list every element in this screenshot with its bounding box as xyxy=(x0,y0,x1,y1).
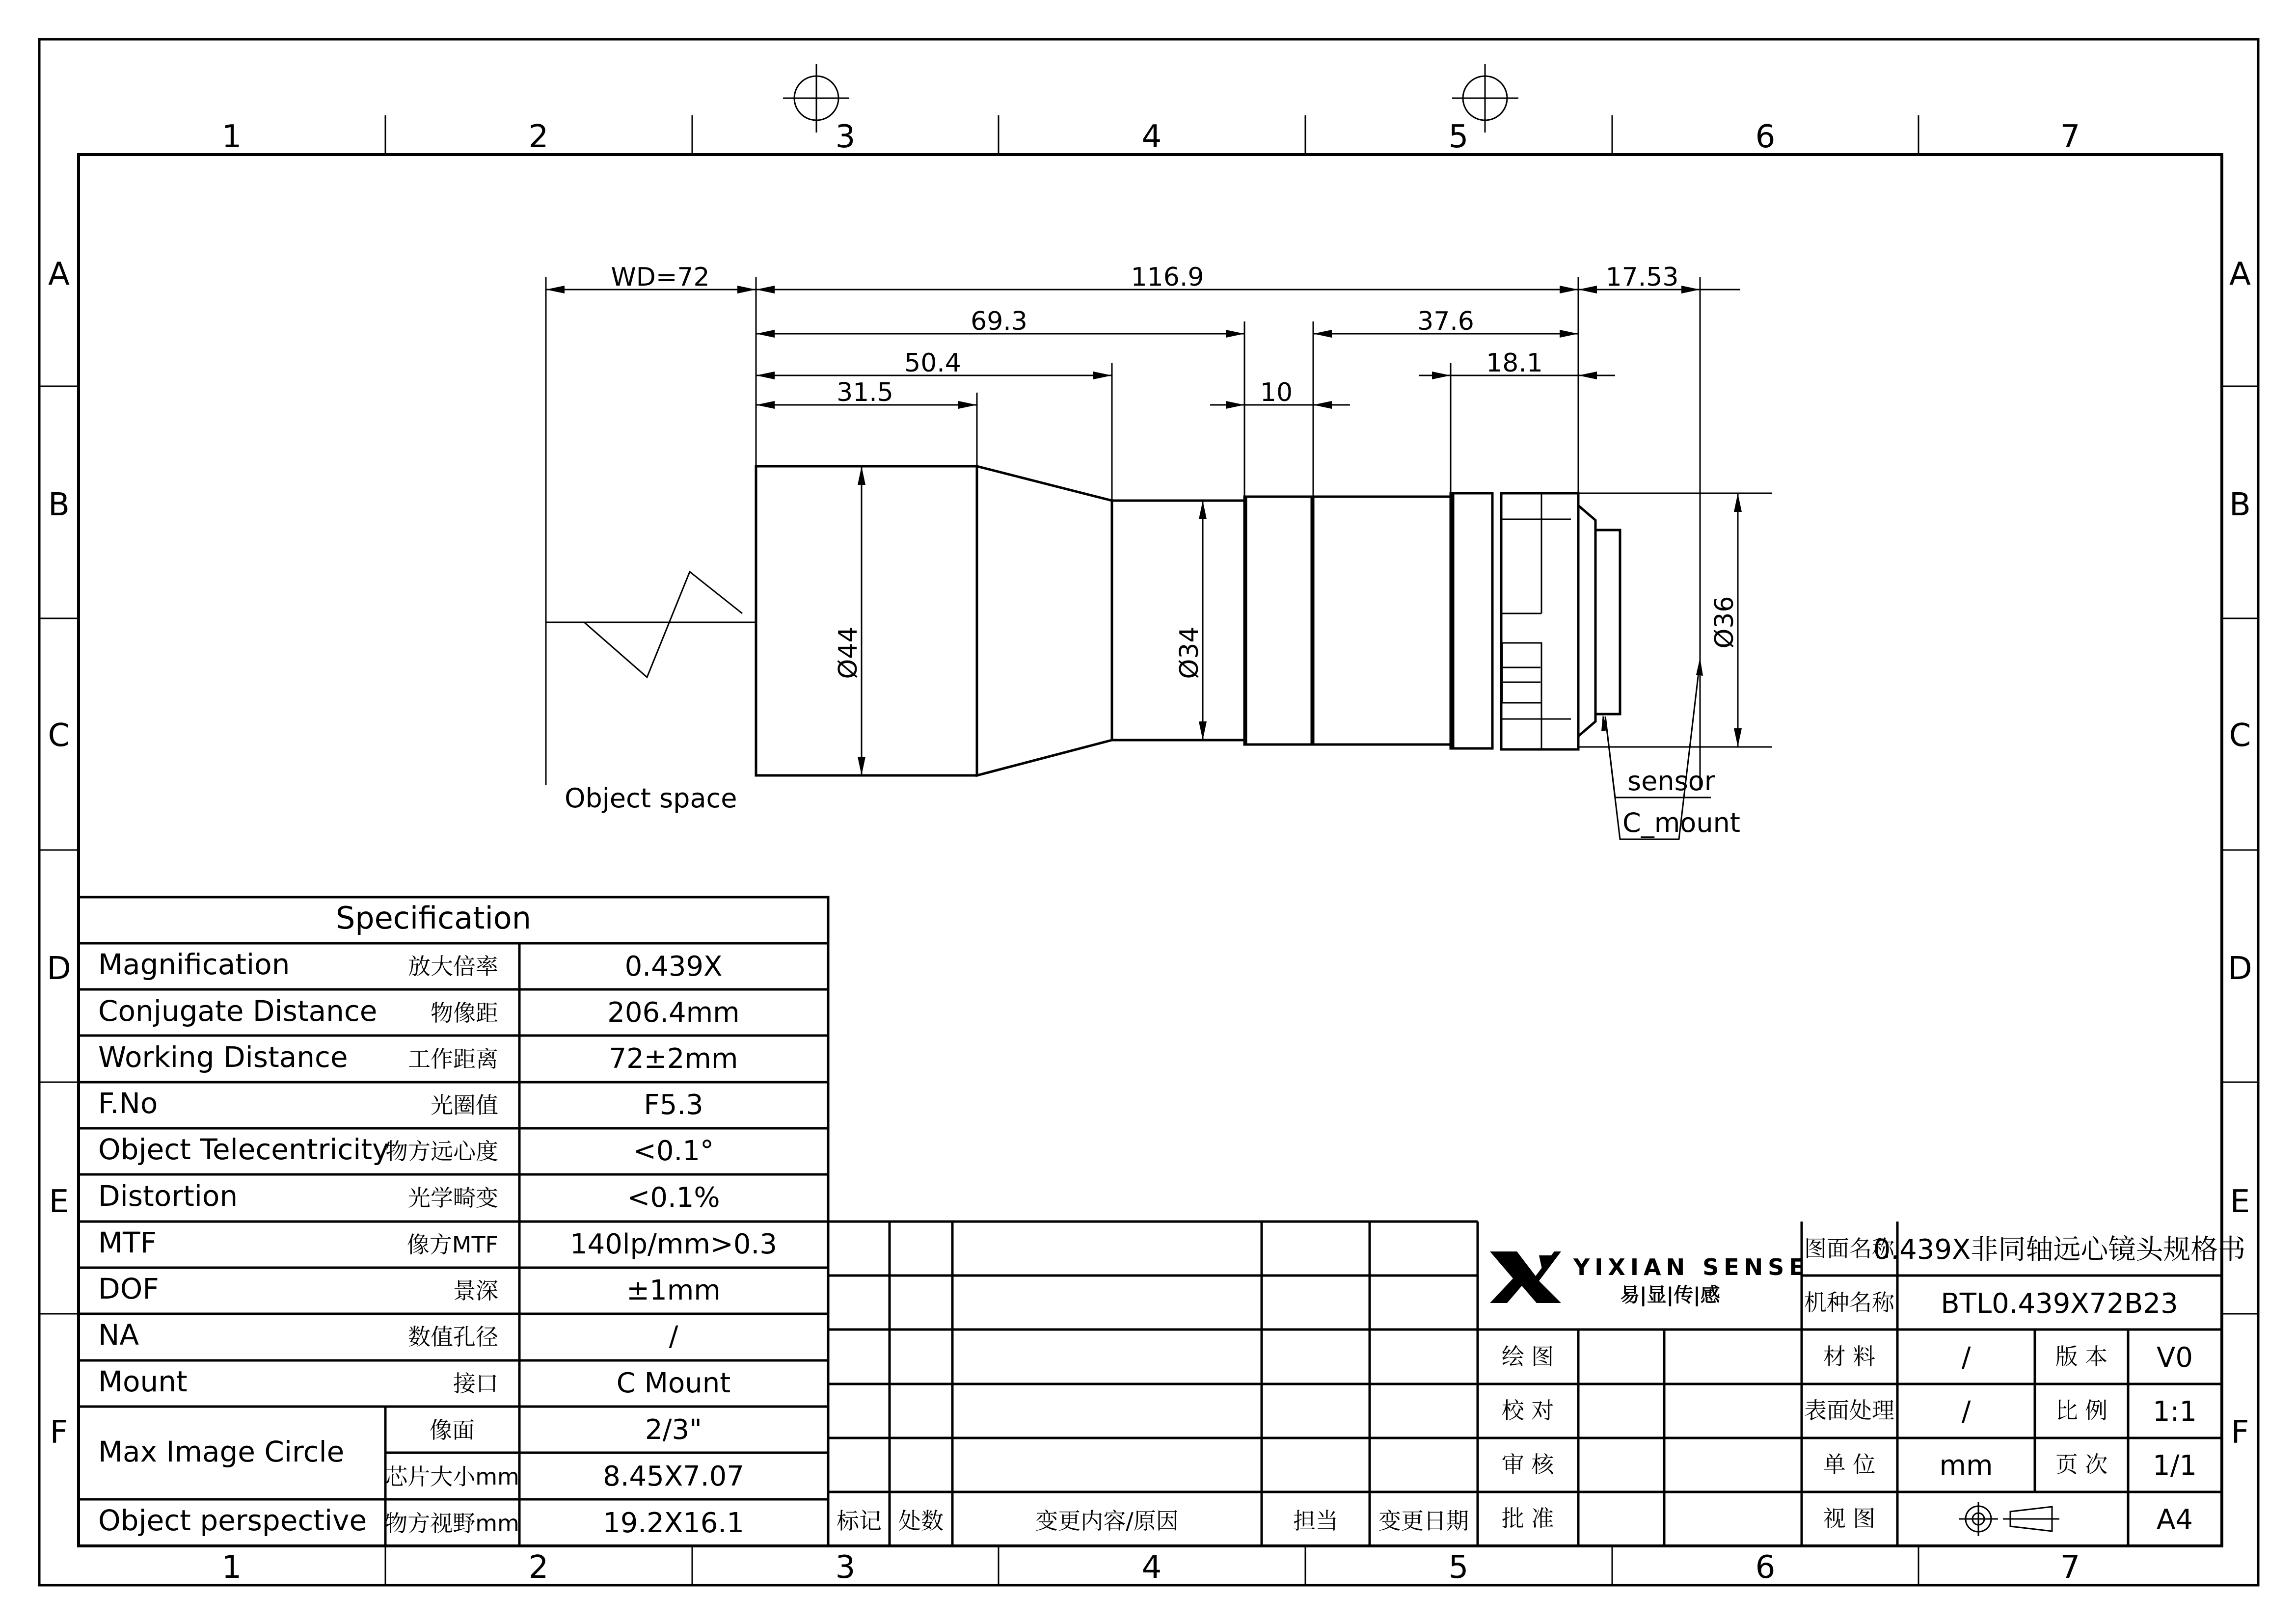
col-label-bottom: 5 xyxy=(1448,1549,1469,1586)
revision-header: 变更内容/原因 xyxy=(1035,1508,1179,1534)
signoff-approved: 批 准 xyxy=(1501,1505,1554,1532)
signoff-drawn: 绘 图 xyxy=(1501,1343,1554,1370)
dim-10: 10 xyxy=(1260,378,1293,407)
spec-label-en: DOF xyxy=(98,1272,159,1305)
material-label: 材 料 xyxy=(1823,1343,1876,1370)
row-label-left: C xyxy=(48,718,70,754)
row-label-left: B xyxy=(48,487,70,523)
spec-label-en: Max Image Circle xyxy=(98,1435,345,1468)
row-label-right: F xyxy=(2231,1414,2249,1451)
spec-value: ±1mm xyxy=(626,1275,721,1306)
spec-label-cn: 数值孔径 xyxy=(408,1324,498,1350)
spec-value: 140lp/mm>0.3 xyxy=(570,1228,777,1260)
spec-value: 2/3" xyxy=(645,1414,702,1446)
spec-value: F5.3 xyxy=(644,1089,703,1121)
signoff-checked: 校 对 xyxy=(1501,1397,1554,1424)
spec-label-cn: 工作距离 xyxy=(408,1046,498,1072)
row-label-right: E xyxy=(2230,1184,2250,1220)
brand-name-cn: 易|显|传|感 xyxy=(1620,1284,1720,1306)
col-label-bottom: 2 xyxy=(528,1549,549,1586)
surface-value: / xyxy=(1961,1396,1971,1428)
spec-label-en: Object Telecentricity xyxy=(98,1133,389,1166)
spec-value: / xyxy=(669,1321,678,1353)
spec-value: <0.1% xyxy=(627,1182,720,1214)
model-label: 机种名称 xyxy=(1804,1289,1894,1316)
brand-name: YIXIAN SENSE xyxy=(1573,1254,1810,1280)
drawing-name: 0.439X非同轴远心镜头规格书 xyxy=(1873,1234,2246,1266)
scale-label: 比 例 xyxy=(2055,1397,2108,1424)
spec-label-cn: 物像距 xyxy=(431,1000,498,1026)
spec-label-en: Mount xyxy=(98,1365,188,1398)
spec-label-en: MTF xyxy=(98,1226,157,1259)
spec-label-cn: 像面 xyxy=(430,1417,475,1443)
inner-border xyxy=(79,155,2222,1546)
title-block xyxy=(1478,1222,2245,1546)
label-object-space: Object space xyxy=(565,783,737,814)
spec-label-en: Conjugate Distance xyxy=(98,994,378,1028)
page-value: 1/1 xyxy=(2152,1450,2197,1482)
page-label: 页 次 xyxy=(2055,1451,2108,1478)
revision-header: 标记 xyxy=(837,1508,882,1534)
material-value: / xyxy=(1961,1342,1971,1374)
row-label-left: D xyxy=(47,951,71,987)
spec-value: 8.45X7.07 xyxy=(603,1461,744,1492)
spec-label-cn: 物方远心度 xyxy=(385,1138,498,1165)
col-label-bottom: 1 xyxy=(221,1549,242,1586)
dim-working-distance: WD=72 xyxy=(611,263,710,292)
col-label-top: 7 xyxy=(2060,119,2080,155)
dim-69-3: 69.3 xyxy=(971,307,1027,336)
dim-total-length: 116.9 xyxy=(1131,263,1204,292)
dim-diameter-34: Ø34 xyxy=(1175,626,1204,679)
spec-label-cn: 景深 xyxy=(453,1277,498,1304)
spec-label-cn: 光学畸变 xyxy=(408,1185,498,1211)
col-label-bottom: 3 xyxy=(835,1549,856,1586)
spec-label-cn: 像方MTF xyxy=(406,1231,498,1258)
dim-18-1: 18.1 xyxy=(1486,348,1543,378)
revision-table xyxy=(828,1222,1478,1546)
spec-label-en: Working Distance xyxy=(98,1040,348,1074)
spec-label-cn: 放大倍率 xyxy=(408,953,498,980)
projection-symbol-icon xyxy=(1959,1502,2059,1536)
spec-label-cn: 光圈值 xyxy=(431,1092,498,1118)
column-ticks xyxy=(385,115,1918,1585)
unit-value: mm xyxy=(1939,1450,1993,1482)
spec-label-cn: 物方视野mm xyxy=(385,1510,519,1537)
spec-value: 72±2mm xyxy=(609,1043,738,1075)
dim-37-6: 37.6 xyxy=(1417,307,1474,336)
scale-value: 1:1 xyxy=(2152,1396,2197,1428)
row-label-left: A xyxy=(48,256,70,292)
row-label-right: D xyxy=(2228,951,2252,987)
spec-value: C Mount xyxy=(616,1367,731,1399)
spec-label-en: Object perspective xyxy=(98,1504,367,1537)
spec-label-en: F.No xyxy=(98,1087,158,1120)
revision-header: 担当 xyxy=(1293,1508,1338,1534)
dim-back-focal: 17.53 xyxy=(1605,263,1679,292)
version-value: V0 xyxy=(2157,1342,2193,1374)
spec-value: <0.1° xyxy=(633,1135,714,1167)
unit-label: 单 位 xyxy=(1823,1451,1876,1478)
col-label-top: 1 xyxy=(221,119,242,155)
label-c-mount: C_mount xyxy=(1622,807,1740,838)
paper-size: A4 xyxy=(2157,1504,2193,1536)
spec-value: 19.2X16.1 xyxy=(603,1507,744,1539)
row-label-right: A xyxy=(2229,256,2251,292)
row-label-left: E xyxy=(49,1184,69,1220)
spec-label-cn: 芯片大小mm xyxy=(385,1463,519,1490)
lens-drawing xyxy=(546,263,1772,839)
spec-table xyxy=(79,897,828,1546)
dim-31-5: 31.5 xyxy=(837,378,893,407)
surface-label: 表面处理 xyxy=(1804,1397,1894,1424)
dim-diameter-44: Ø44 xyxy=(834,626,863,679)
row-label-left: F xyxy=(50,1414,68,1451)
spec-label-en: NA xyxy=(98,1318,139,1352)
col-label-bottom: 6 xyxy=(1755,1549,1776,1586)
dim-diameter-36: Ø36 xyxy=(1710,596,1739,649)
col-label-top: 2 xyxy=(528,119,549,155)
revision-header: 处数 xyxy=(898,1508,944,1534)
col-label-top: 5 xyxy=(1448,119,1469,155)
spec-value: 0.439X xyxy=(624,951,723,983)
signoff-reviewed: 审 核 xyxy=(1501,1451,1554,1478)
spec-label-en: Distortion xyxy=(98,1179,238,1213)
dim-50-4: 50.4 xyxy=(904,348,961,378)
col-label-top: 3 xyxy=(835,119,856,155)
spec-label-en: Magnification xyxy=(98,948,290,981)
spec-title: Specification xyxy=(335,900,532,936)
label-sensor: sensor xyxy=(1627,766,1715,797)
col-label-top: 4 xyxy=(1141,119,1162,155)
col-label-top: 6 xyxy=(1755,119,1776,155)
row-label-right: B xyxy=(2229,487,2251,523)
brand-logo xyxy=(1490,1251,1810,1307)
col-label-bottom: 7 xyxy=(2060,1549,2080,1586)
drawing-name-label: 图面名称 xyxy=(1804,1235,1894,1262)
model-name: BTL0.439X72B23 xyxy=(1941,1288,2178,1320)
row-label-right: C xyxy=(2229,718,2251,754)
spec-value: 206.4mm xyxy=(607,997,740,1029)
spec-label-cn: 接口 xyxy=(453,1370,498,1397)
version-label: 版 本 xyxy=(2055,1343,2108,1370)
col-label-bottom: 4 xyxy=(1141,1549,1162,1586)
view-label: 视 图 xyxy=(1823,1505,1876,1532)
revision-header: 变更日期 xyxy=(1378,1508,1469,1534)
